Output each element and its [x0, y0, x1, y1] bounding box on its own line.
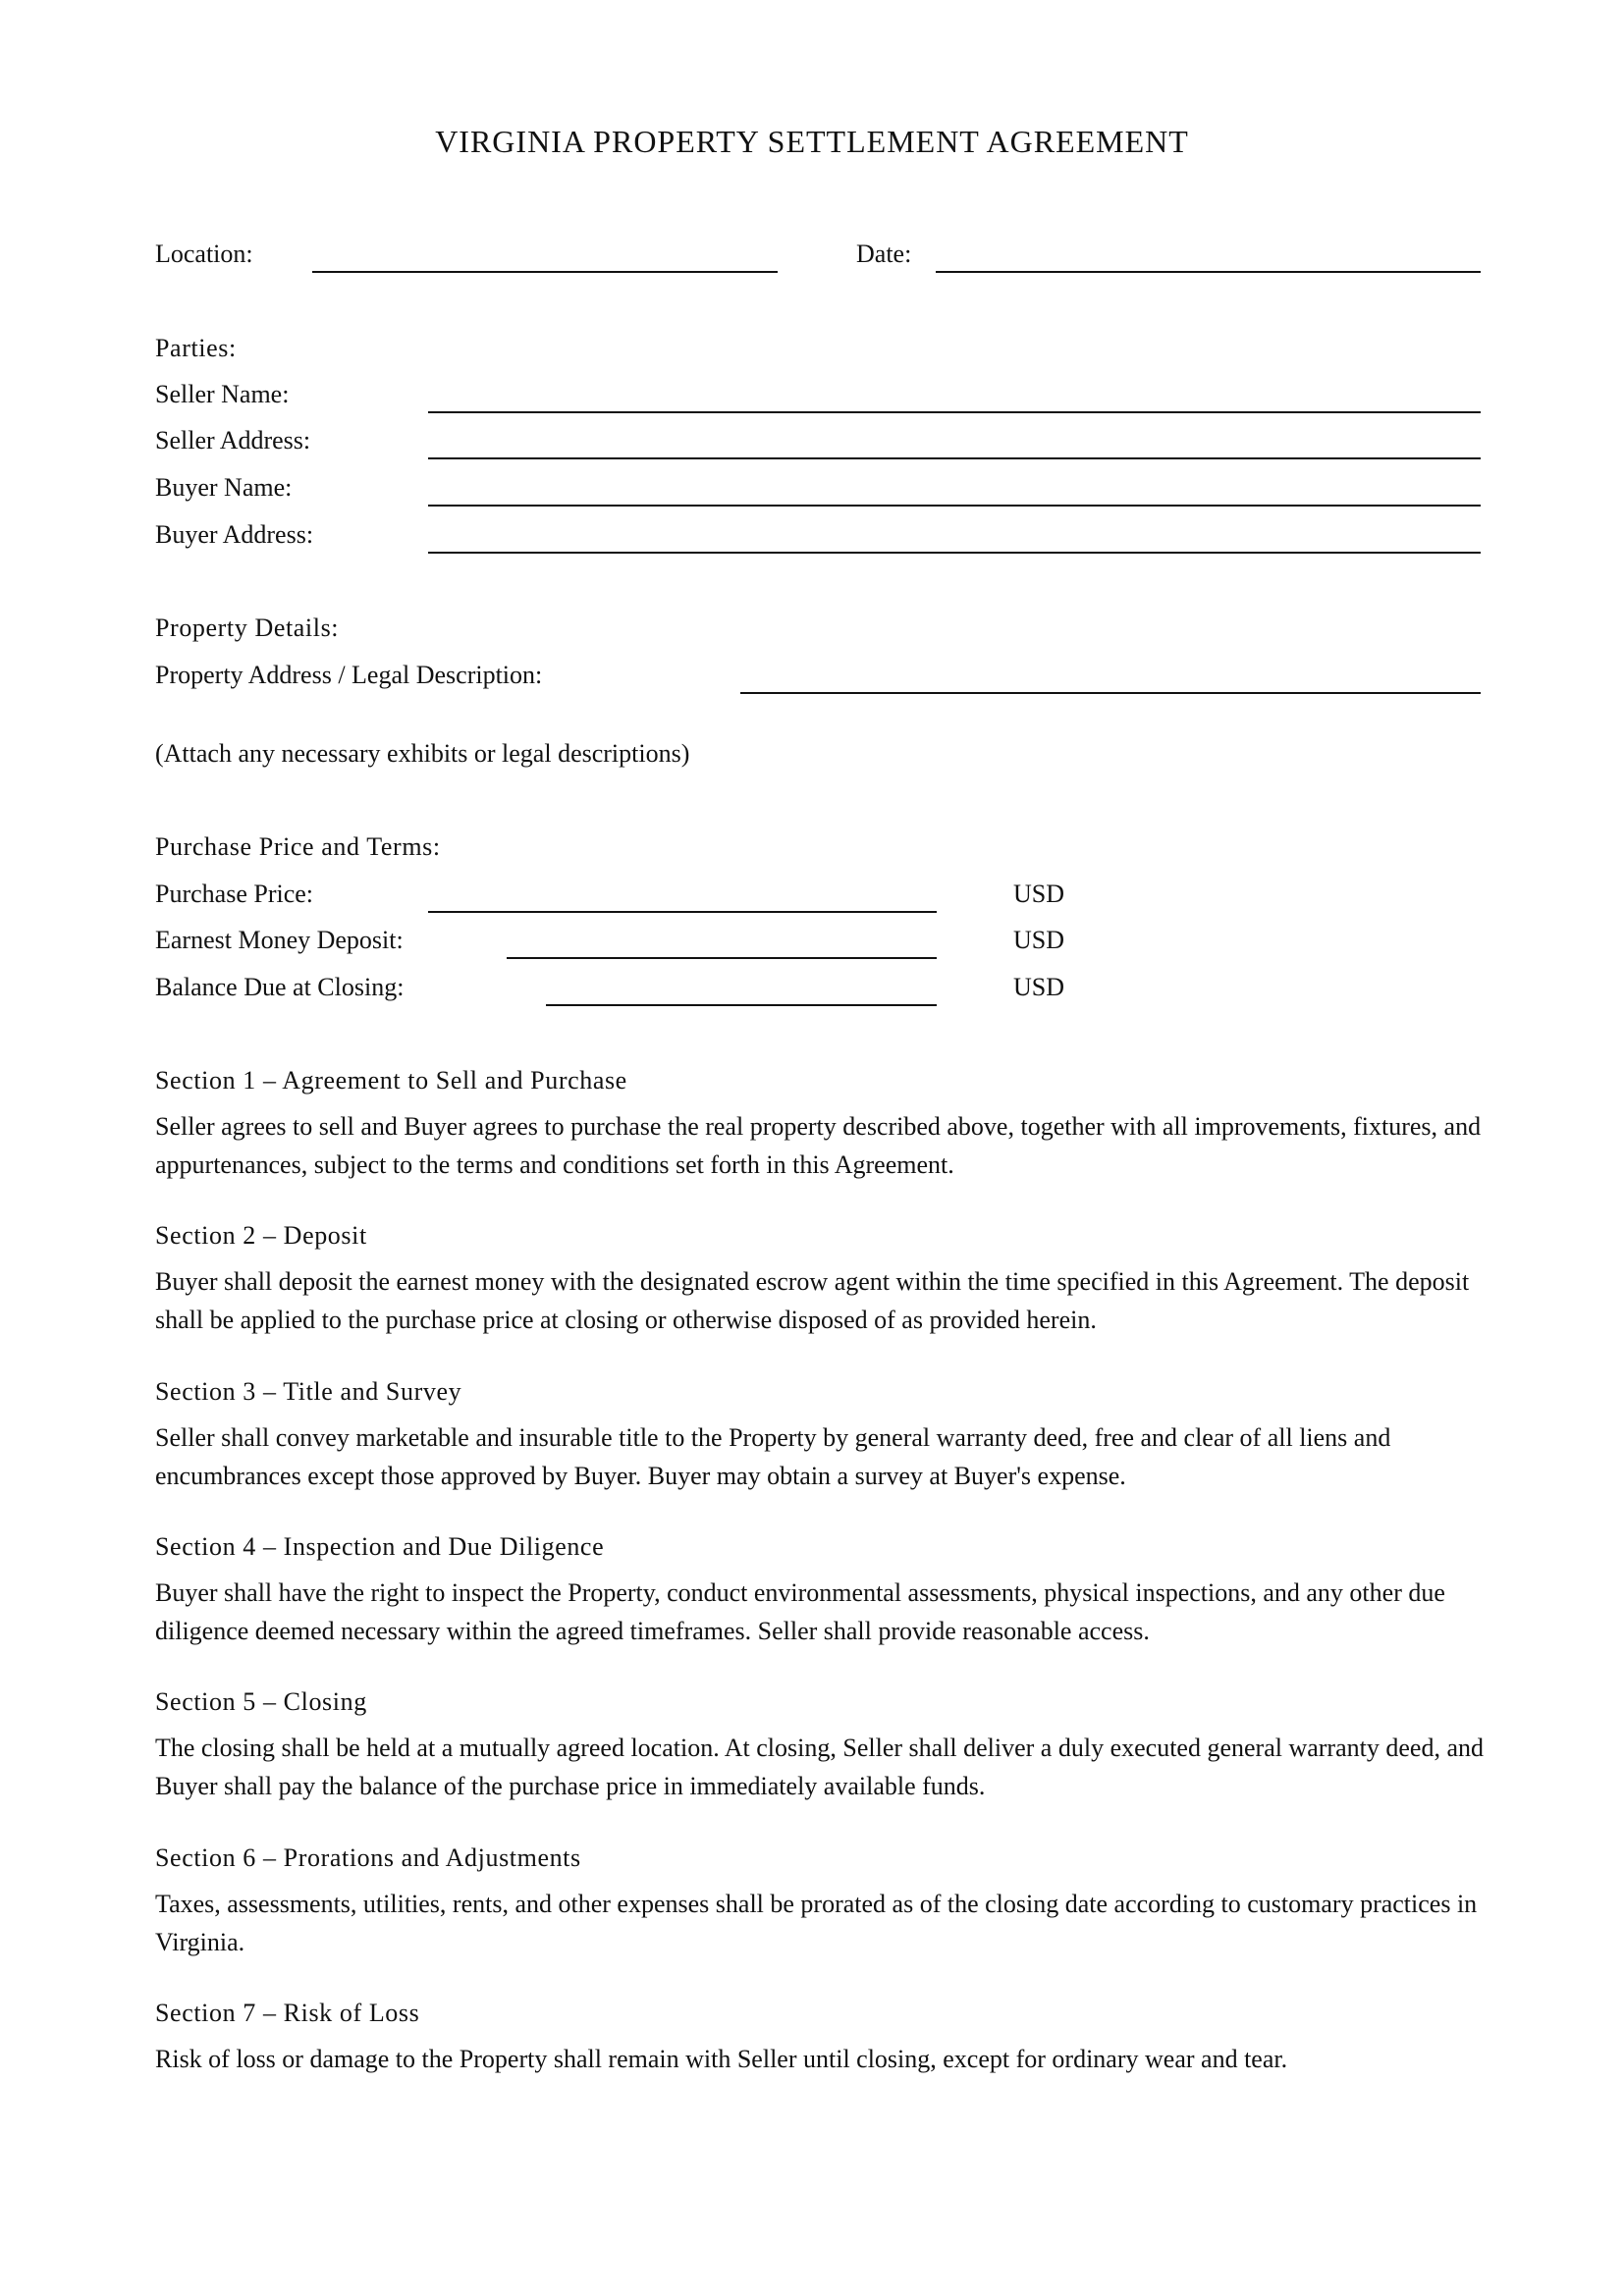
property-details-heading: Property Details: — [155, 614, 340, 642]
seller-name-field[interactable] — [428, 411, 1481, 413]
section-3-heading: Section 3 – Title and Survey — [155, 1377, 462, 1406]
section-5-body: The closing shall be held at a mutually agreed location. At closing, Seller shall deliver a duly executed general warranty deed, and Buyer shall pay the balance of the purchase price in immediately available funds. — [155, 1734, 1484, 1800]
seller-name-label: Seller Name: — [155, 380, 290, 408]
purchase-price-label: Purchase Price: — [155, 880, 314, 908]
earnest-deposit-label: Earnest Money Deposit: — [155, 926, 404, 954]
section-4-body: Buyer shall have the right to inspect the Property, conduct environmental assessments, physical inspections, and any other due diligence deemed necessary within the agreed timeframes. Seller shall provide reasonable access. — [155, 1578, 1445, 1645]
seller-address-field[interactable] — [428, 457, 1481, 459]
purchase-price-field[interactable] — [428, 911, 937, 913]
section-3-body: Seller shall convey marketable and insurable title to the Property by general warranty deed, free and clear of all liens and encumbrances except those approved by Buyer. Buyer may obtain a survey at Buyer's expense. — [155, 1423, 1391, 1490]
location-field[interactable] — [312, 271, 778, 273]
buyer-name-field[interactable] — [428, 505, 1481, 507]
seller-address-label: Seller Address: — [155, 426, 311, 454]
section-2-heading: Section 2 – Deposit — [155, 1221, 367, 1250]
purchase-terms-heading: Purchase Price and Terms: — [155, 832, 441, 861]
section-5-heading: Section 5 – Closing — [155, 1687, 367, 1716]
parties-heading: Parties: — [155, 334, 237, 362]
property-address-field[interactable] — [740, 692, 1481, 694]
purchase-price-currency: USD — [1013, 880, 1065, 908]
section-6-heading: Section 6 – Prorations and Adjustments — [155, 1843, 581, 1872]
balance-due-field[interactable] — [546, 1004, 937, 1006]
earnest-deposit-currency: USD — [1013, 926, 1065, 954]
property-address-label: Property Address / Legal Description: — [155, 661, 543, 689]
balance-due-currency: USD — [1013, 973, 1065, 1001]
section-2-body: Buyer shall deposit the earnest money with the designated escrow agent within the time specified in this Agreement. The deposit shall be applied to the purchase price at closing or otherwise disposed of as provided herein. — [155, 1267, 1470, 1334]
document-title: VIRGINIA PROPERTY SETTLEMENT AGREEMENT — [435, 124, 1189, 159]
section-1-heading: Section 1 – Agreement to Sell and Purchase — [155, 1066, 627, 1095]
buyer-name-label: Buyer Name: — [155, 473, 293, 502]
section-4-heading: Section 4 – Inspection and Due Diligence — [155, 1532, 605, 1561]
location-label: Location: — [155, 240, 253, 268]
date-label: Date: — [856, 240, 912, 268]
balance-due-label: Balance Due at Closing: — [155, 973, 405, 1001]
date-field[interactable] — [936, 271, 1481, 273]
section-1-body: Seller agrees to sell and Buyer agrees to purchase the real property described above, together with all improvements, fixtures, and appurtenances, subject to the terms and conditions set forth in this Agreement. — [155, 1112, 1482, 1179]
buyer-address-field[interactable] — [428, 552, 1481, 554]
section-7-body: Risk of loss or damage to the Property shall remain with Seller until closing, except for ordinary wear and tear. — [155, 2045, 1288, 2073]
buyer-address-label: Buyer Address: — [155, 520, 314, 549]
exhibits-note: (Attach any necessary exhibits or legal descriptions) — [155, 739, 690, 768]
section-7-heading: Section 7 – Risk of Loss — [155, 1999, 420, 2027]
earnest-deposit-field[interactable] — [507, 957, 937, 959]
section-6-body: Taxes, assessments, utilities, rents, and other expenses shall be prorated as of the closing date according to customary practices in Virginia. — [155, 1890, 1478, 1956]
